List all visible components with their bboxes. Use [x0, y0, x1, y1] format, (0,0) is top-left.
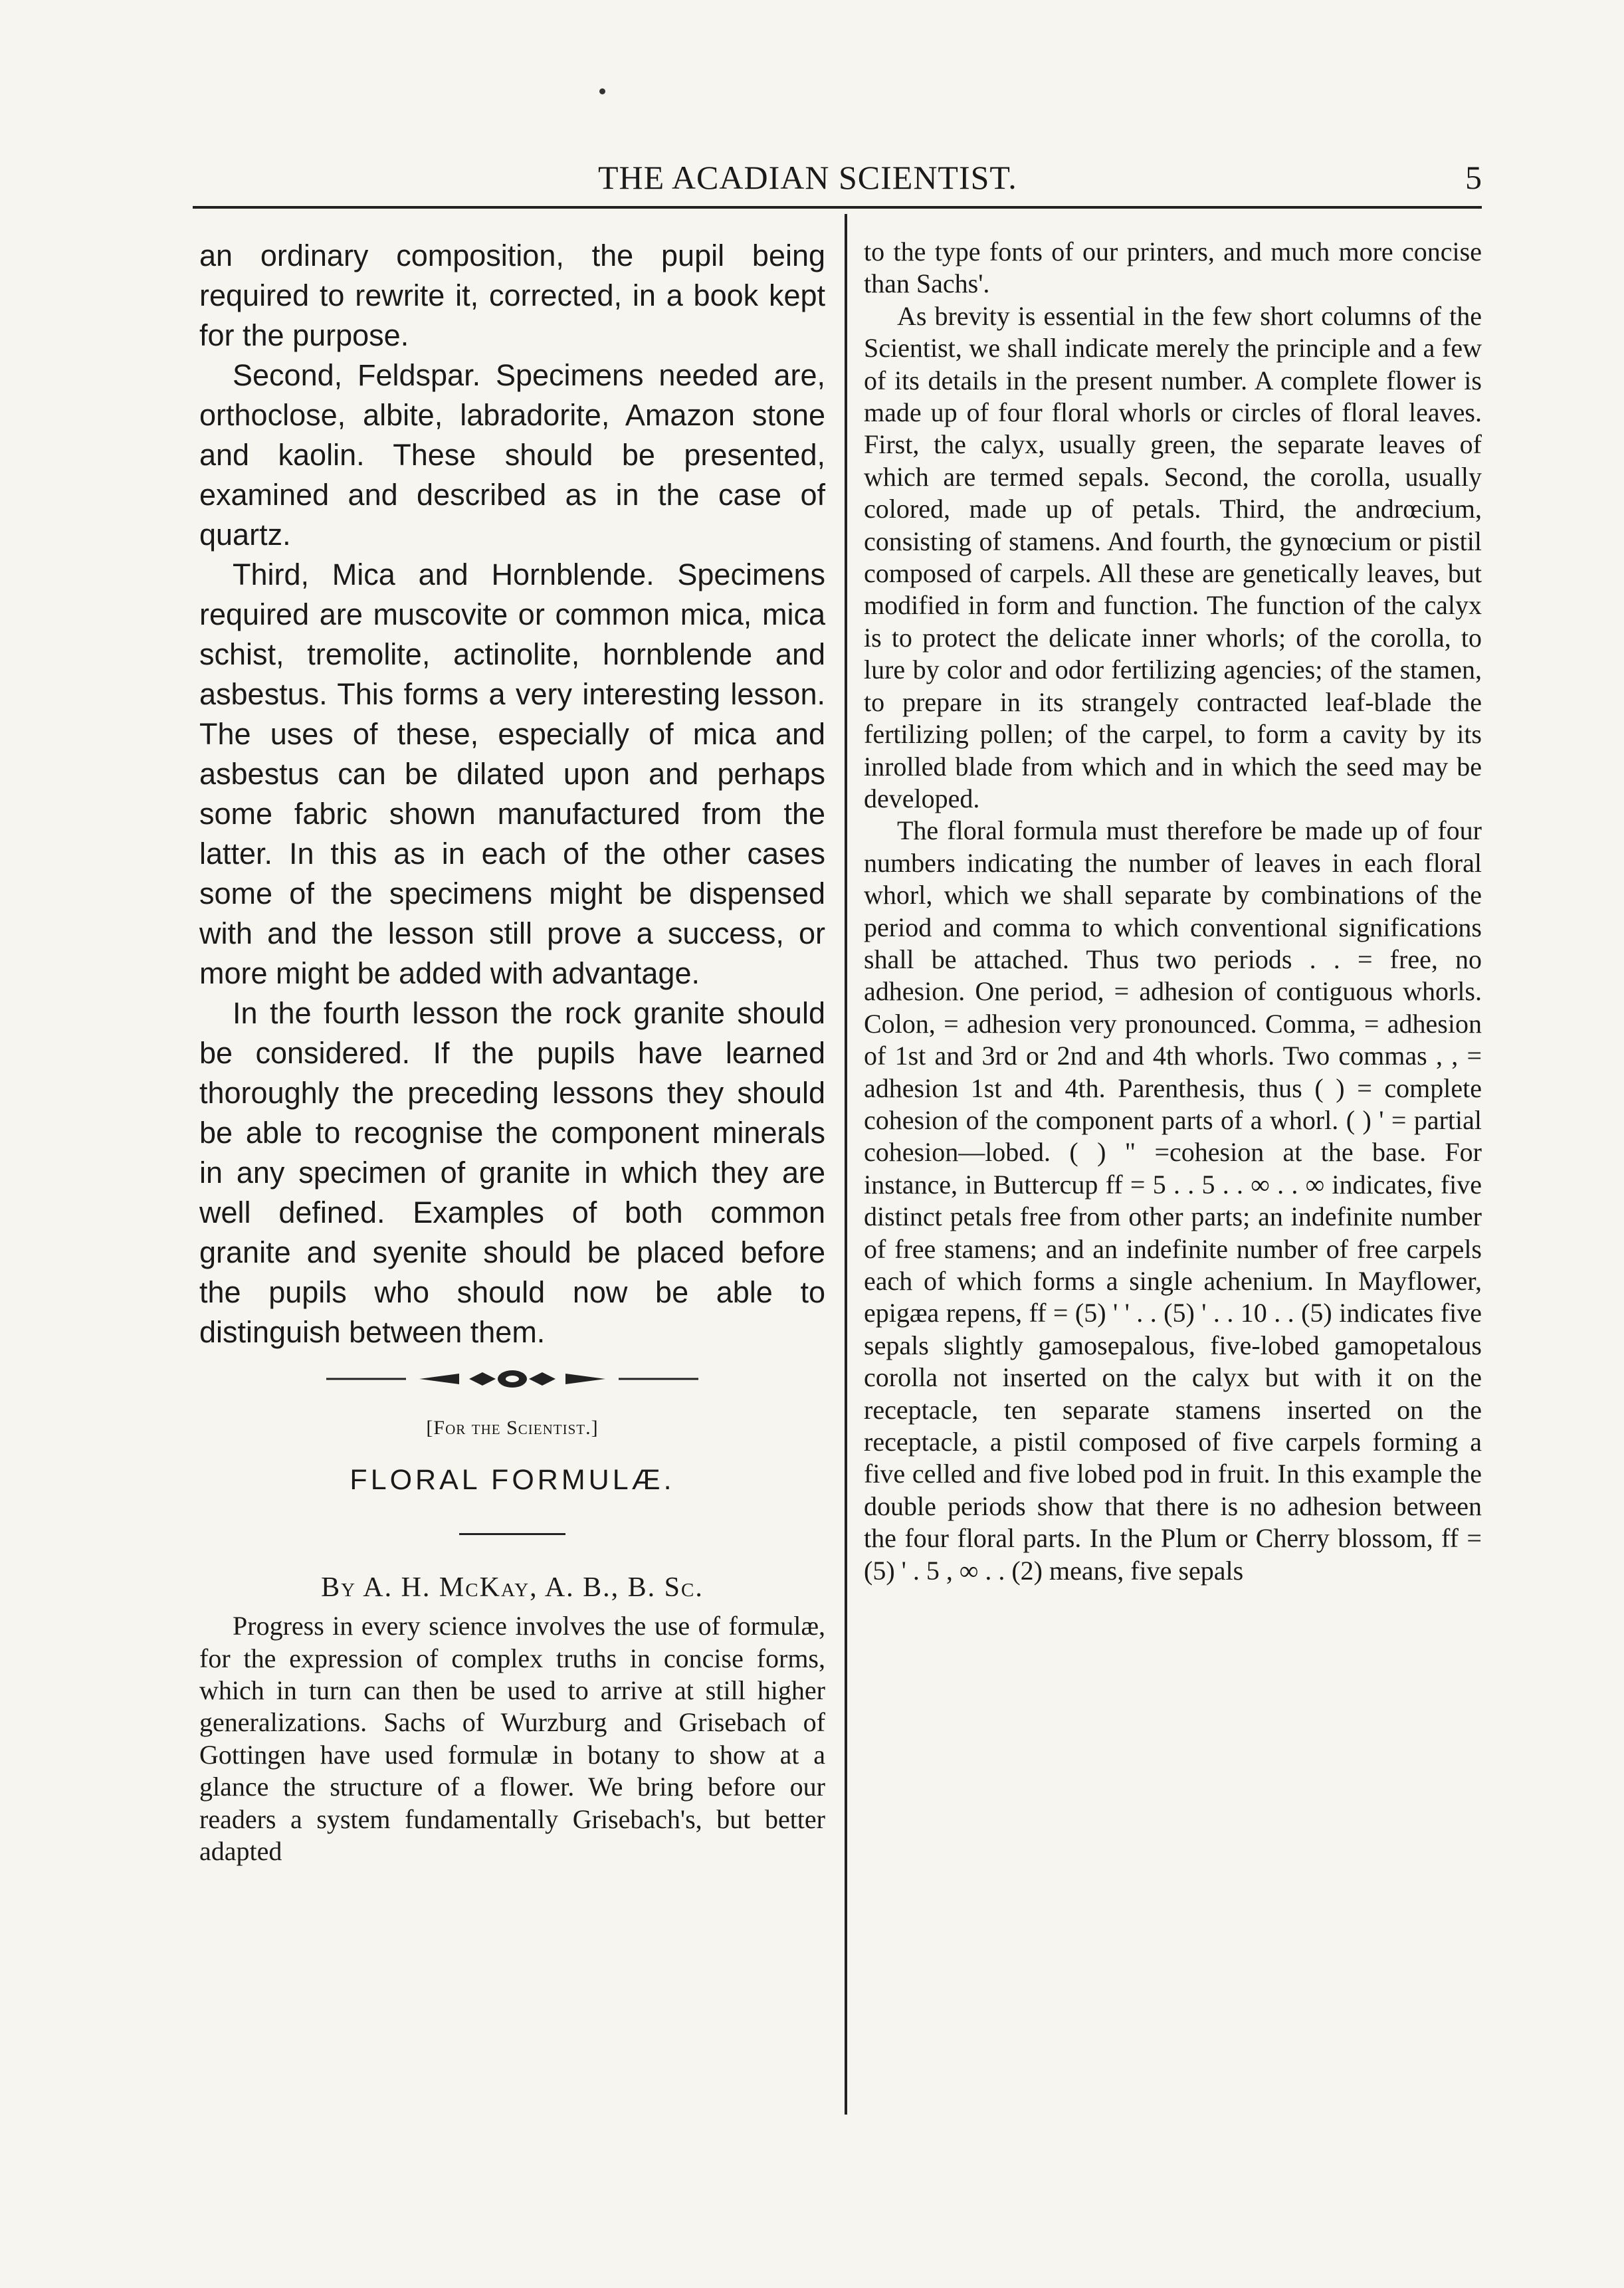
essay-paragraph: Third, Mica and Hornblende. Specimens required are muscovite or common mica, mica schist, tremolite, actinolite, hornblende and asbestus. This forms a very interesting lesson. The uses of these, especially of mica and asbestus can be dilated upon and perhaps some fabric shown manufactured from the latter. In this as in each of the other cases some of the specimens might be dispensed with and the lesson still prove a success, or more might be added with advantage. — [199, 558, 825, 990]
header-rule — [193, 206, 1482, 209]
geology-lesson-text — [199, 236, 825, 1352]
essay-paragraph: an ordinary composition, the pupil being required to rewrite it, corrected, in a book kept for the purpose. — [199, 239, 825, 352]
right-column — [864, 236, 1482, 1587]
essay-paragraph: In the fourth lesson the rock granite should be considered. If the pupils have learned thoroughly the preceding lessons they should be able to recognise the component minerals in any specimen of granite in which they are well defined. Examples of both common granite and syenite should be placed before the pupils who should now be able to distinguish between them. — [199, 996, 825, 1349]
essay-paragraph: Second, Feldspar. Specimens needed are, orthoclose, albite, labradorite, Amazon stone and kaolin. These should be presented, examined and described as in the case of quartz. — [199, 358, 825, 552]
page-number: 5 — [1465, 159, 1482, 196]
column-divider — [845, 214, 847, 2115]
running-title: THE ACADIAN SCIENTIST. — [598, 159, 1017, 196]
article-title: FLORAL FORMULÆ. — [350, 1464, 675, 1497]
left-column — [199, 236, 825, 1867]
floral-formulae-article — [199, 1412, 825, 1867]
page-header — [193, 158, 1495, 198]
for-the-scientist-note: [For the Scientist.] — [426, 1417, 599, 1439]
article-paragraph: to the type fonts of our printers, and much more concise than Sachs'. — [864, 237, 1482, 299]
title-rule — [459, 1533, 565, 1535]
byline: By A. H. McKay, A. B., B. Sc. — [321, 1572, 704, 1603]
article-intro: Progress in every science involves the use of formulæ, for the expression of complex truths in concise forms, which in turn can then be used to arrive at still higher generalizations. Sachs of Wurzburg and Grisebach of Gottingen have used formulæ in botany to show at a glance the structure of a flower. We bring before our readers a system fundamentally Grisebach's, but better adapted — [199, 1611, 825, 1867]
ink-speck — [599, 88, 605, 94]
article-paragraph: As brevity is essential in the few short columns of the Scientist, we shall indicate merely the principle and a few of its details in the present number. A complete flower is made up of four floral whorls or circles of floral leaves. First, the calyx, usually green, the separate leaves of which are termed sepals. Second, the corolla, usually colored, made up of petals. Third, the andrœcium, consisting of stamens. And fourth, the gynœcium or pistil composed of carpels. All these are genetically leaves, but modified in form and function. The function of the calyx is to protect the delicate inner whorls; of the corolla, to lure by color and odor fertilizing agencies; of the stamen, to prepare in its strangely contracted leaf-blade the fertilizing pollen; of the carpel, to form a cavity by its inrolled blade from which and in which the seed may be developed. — [864, 300, 1482, 813]
ornamental-divider — [326, 1366, 698, 1392]
article-paragraph: The floral formula must therefore be made up of four numbers indicating the number of leaves in each floral whorl, which we shall separate by combinations of the period and comma to which conventional significations shall be attached. Thus two periods . . = free, no adhesion. One period, = adhesion of contiguous whorls. Colon, = adhesion very pronounced. Comma, = adhesion of 1st and 3rd or 2nd and 4th whorls. Two commas , , = adhesion 1st and 4th. Parenthesis, thus ( ) = complete cohesion of the component parts of a whorl. ( ) ' = partial cohesion—lobed. ( ) " =cohesion at the base. For instance, in Buttercup ff = 5 . . 5 . . ∞ . . ∞ indicates, five distinct petals free from other parts; an indefinite number of free stamens; and an indefinite number of free carpels each of which forms a single achenium. In Mayflower, epigæa repens, ff = (5) ' ' . . (5) ' . . 10 . . (5) indicates five sepals slightly gamosepalous, five-lobed gamopetalous corolla not inserted on the calyx but with it on the receptacle, ten separate stamens inserted on the receptacle, a pistil composed of five carpels forming a five celled and five lobed pod in fruit. In this example the double periods show that there is no adhesion between the four floral parts. In the Plum or Cherry blossom, ff = (5) ' . 5 , ∞ . . (2) means, five sepals — [864, 815, 1482, 1586]
